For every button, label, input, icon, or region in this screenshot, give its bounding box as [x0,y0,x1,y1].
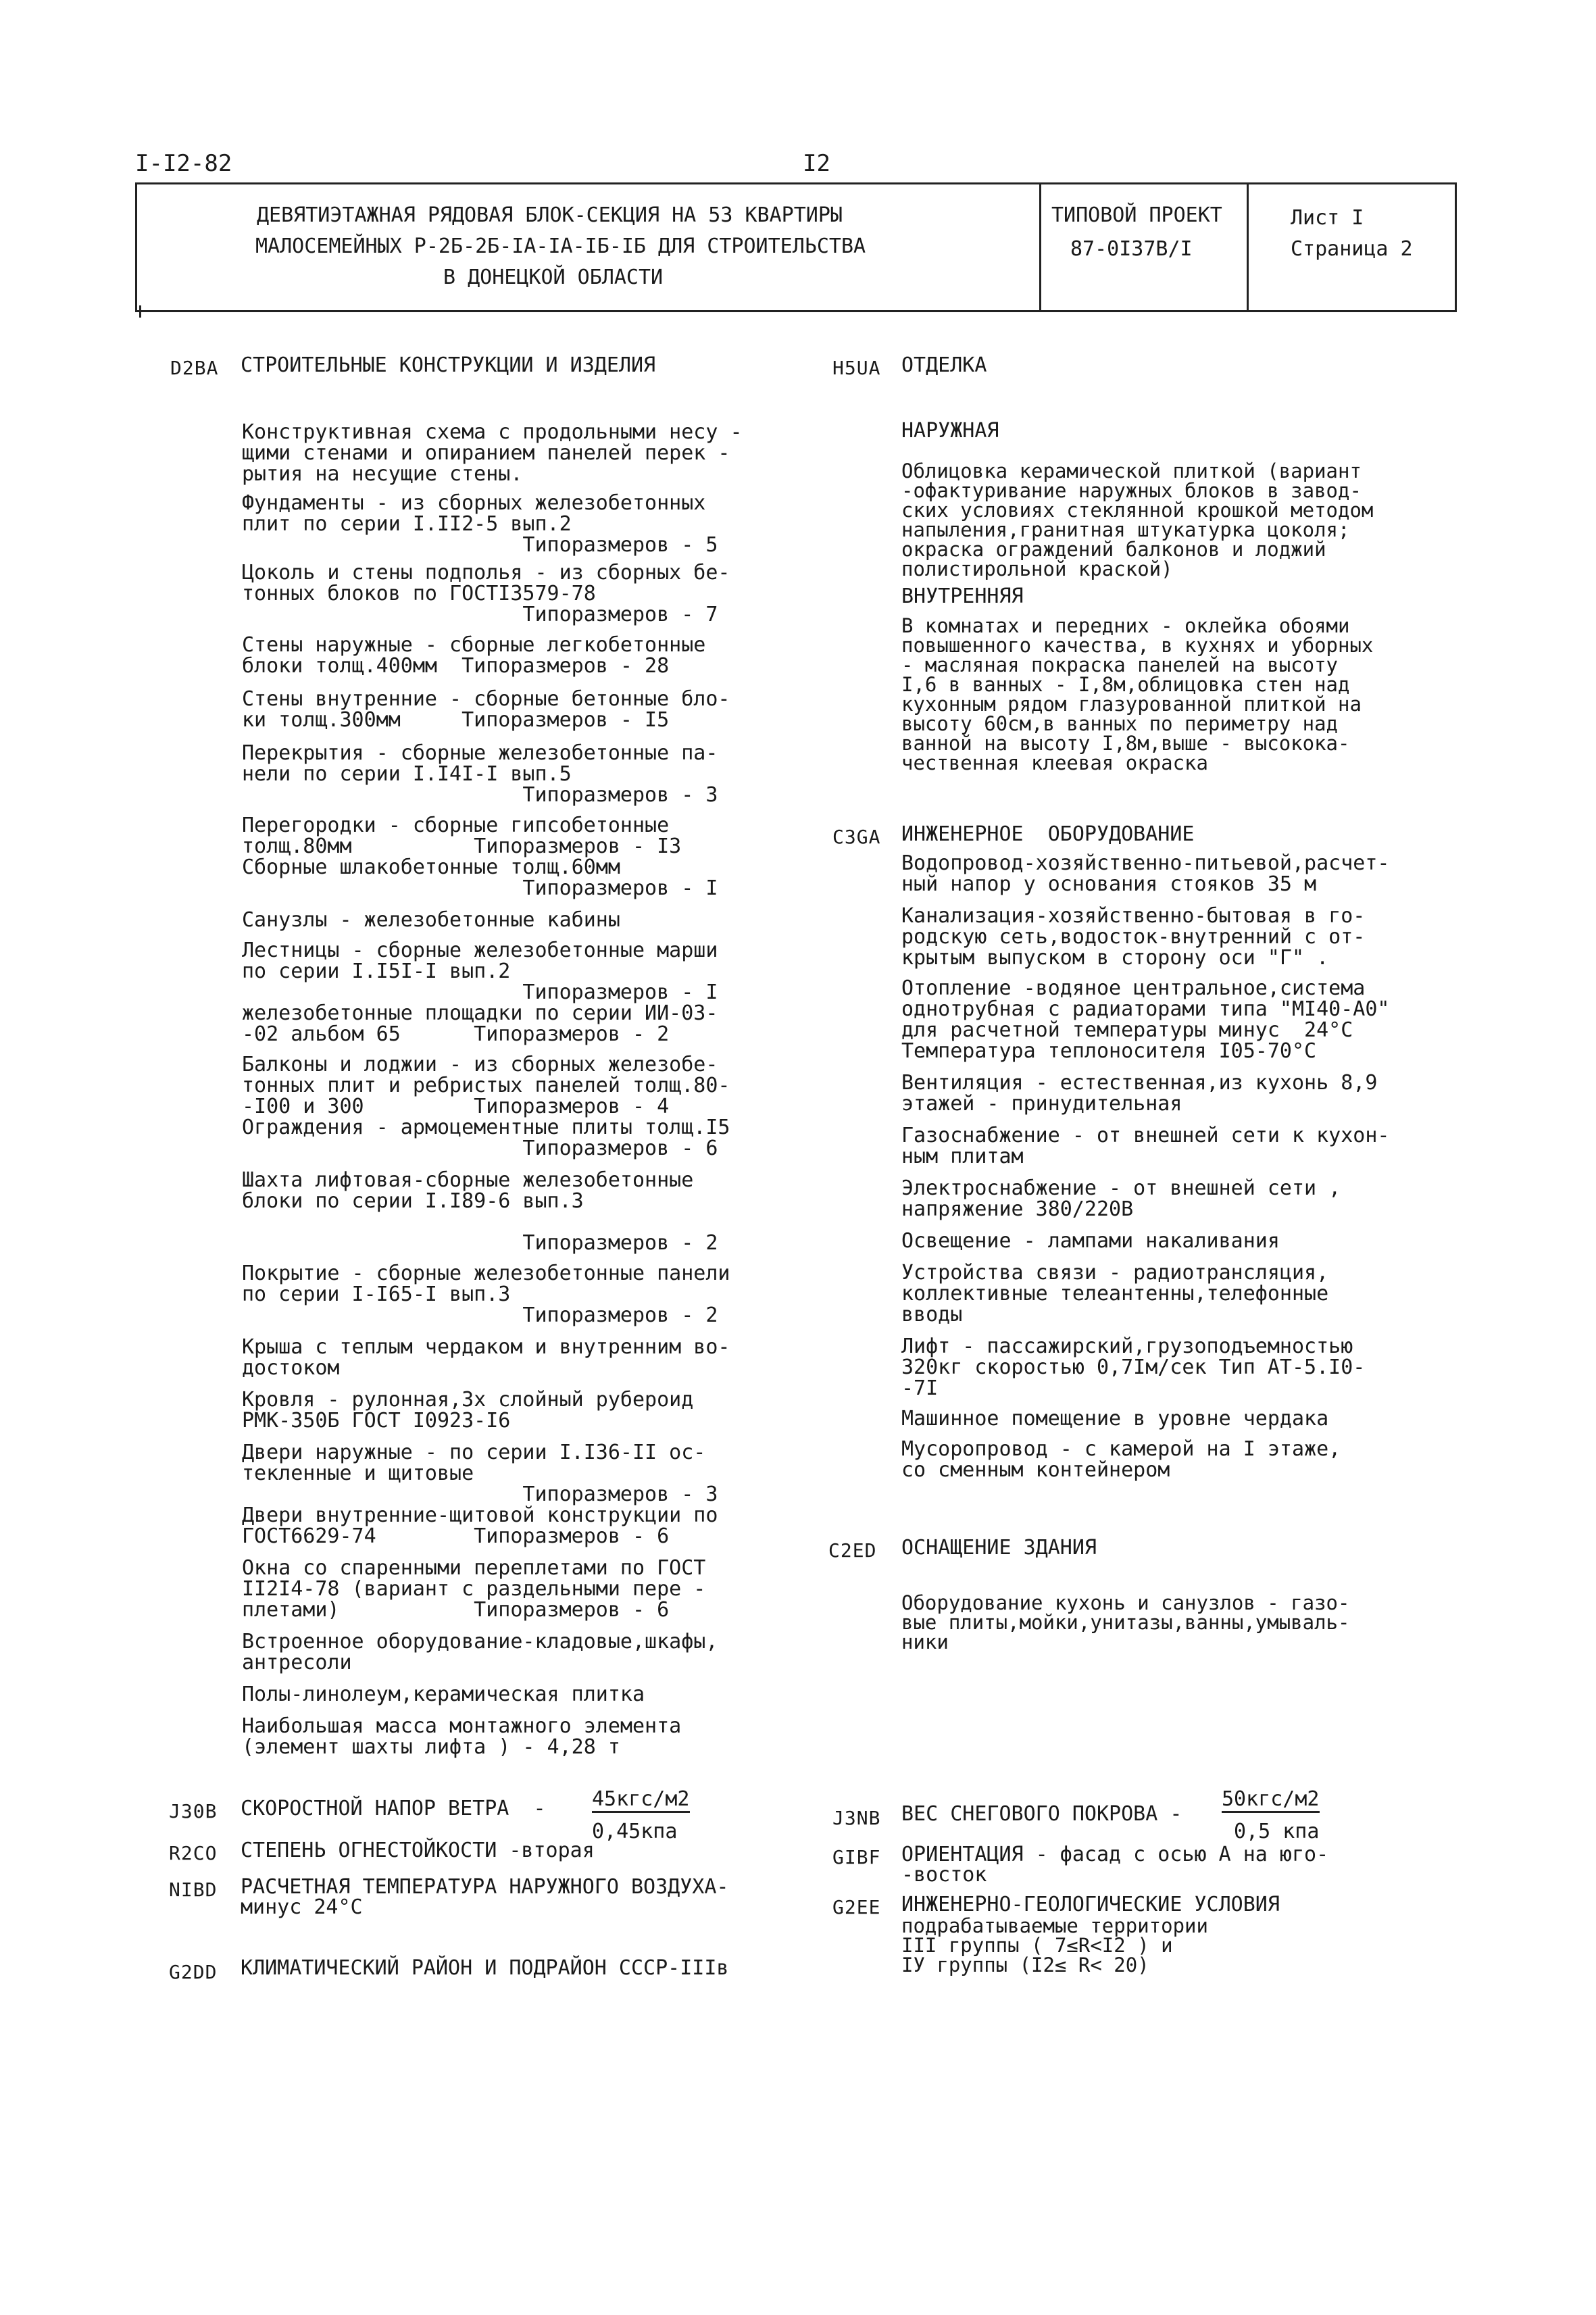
list-item: Машинное помещение в уровне чердака [901,1407,1329,1430]
orientation-cont: -восток [901,1863,987,1887]
list-item: Газоснабжение - от внешней сети к кухон- ным плитам [901,1124,1390,1168]
wind-value: 45кгс/м2 [592,1788,690,1813]
wind-value-kpa: 0,45кпа [592,1820,678,1843]
orientation-code: GIBF [832,1846,881,1868]
snow-value-kpa: 0,5 кпа [1234,1820,1320,1843]
list-item: Покрытие - сборные железобетонные панели по серии I-I65-I вып.3 Типоразмеров - 2 [242,1262,730,1327]
section-title: СТРОИТЕЛЬНЫЕ КОНСТРУКЦИИ И ИЗДЕЛИЯ [241,353,656,377]
list-item: Устройства связи - радиотрансляция, коллективные телеантенны,телефонные вводы [901,1261,1329,1326]
list-item: Отопление -водяное центральное,система однотрубная с радиаторами типа "МI40-А0" для расчетной температуры минус 24°С Температура теплоносителя I05-70°С [901,976,1390,1063]
list-item: Лифт - пассажирский,грузоподъемностью 320кг скоростью 0,7Iм/сек Тип АТ-5.I0- -7I [901,1335,1366,1400]
list-item: Цоколь и стены подполья - из сборных бе- тонных блоков по ГОСТI3579-78 Типоразмеров - 7 [242,561,730,626]
equipment-title: ОСНАЩЕНИЕ ЗДАНИЯ [901,1536,1097,1560]
outer-title: НАРУЖНАЯ [901,419,999,443]
geology-code: G2EE [832,1896,881,1918]
list-item: Стены наружные - сборные легкобетонные блоки толщ.400мм Типоразмеров - 28 [242,633,706,678]
fire-resistance: СТЕПЕНЬ ОГНЕСТОЙКОСТИ -вторая [241,1839,595,1862]
inner-title: ВНУТРЕННЯЯ [901,584,1024,608]
list-item: Крыша с теплым чердаком и внутренним во- достоком [242,1335,730,1380]
engineering-code: C3GA [832,826,881,848]
section-code: D2BA [170,357,219,379]
title-divider-1 [1039,182,1041,310]
finishing-title: ОТДЕЛКА [901,353,987,377]
title-line-3: В ДОНЕЦКОЙ ОБЛАСТИ [443,266,664,289]
list-item: Шахта лифтовая-сборные железобетонные блоки по серии I.I89-6 вып.3 Типоразмеров - 2 [242,1168,718,1255]
list-item: Мусоропровод - с камерой на I этаже, со сменным контейнером [901,1437,1341,1482]
climate-code: G2DD [169,1961,218,1983]
list-item: Конструктивная схема с продольными несу - щими стенами и опиранием панелей перек - рытия на несущие стены. [242,420,743,486]
list-item: Балконы и лоджии - из сборных железобе- тонных плит и ребристых панелей толщ.80- -I00 и 300 Типоразмеров - 4 Ограждения - армоцементные плиты толщ.I5 Типоразмеров - 6 [242,1053,730,1160]
list-item: Лестницы - сборные железобетонные марши по серии I.I5I-I вып.2 Типоразмеров - I железобетонные площадки по серии ИИ-03- -02 альбом 65 Типоразмеров - 2 [242,939,718,1046]
snow-value: 50кгс/м2 [1222,1788,1320,1813]
list-item: Санузлы - железобетонные кабины [242,908,620,932]
list-item: Стены внутренние - сборные бетонные бло- ки толщ.300мм Типоразмеров - I5 [242,687,730,732]
list-item: Полы-линолеум,керамическая плитка [242,1683,645,1706]
list-item: Освещение - лампами накаливания [901,1229,1280,1253]
engineering-title: ИНЖЕНЕРНОЕ ОБОРУДОВАНИЕ [901,822,1195,846]
page-number: I2 [803,150,830,177]
finishing-list [901,420,1482,773]
project-number: 87-0I37В/I [1070,237,1193,261]
outer-text: Облицовка керамической плиткой (вариант -офактуривание наружных блоков в завод- ских условиях стеклянной крошкой методом напыления,гранитная штукатурка цоколя; окраска ограждений балконов и лоджий полистирольной краской) [901,459,1374,580]
sheet-label: Лист I [1291,206,1364,230]
title-tick [139,305,141,318]
project-label: ТИПОВОЙ ПРОЕКТ [1051,203,1222,227]
snow-label: ВЕС СНЕГОВОГО ПОКРОВА - [901,1802,1182,1826]
list-item: Двери наружные - по серии I.I36-II ос- текленные и щитовые Типоразмеров - 3 Двери внутренние-щитовой конструкции по ГОСТ6629-74 Типоразмеров - 6 [242,1441,718,1548]
list-item: Кровля - рулонная,3х слойный рубероид РМК-350Б ГОСТ I0923-I6 [242,1388,694,1433]
list-item: Вентиляция - естественная,из кухонь 8,9 этажей - принудительная [901,1071,1378,1116]
title-line-1: ДЕВЯТИЭТАЖНАЯ РЯДОВАЯ БЛОК-СЕКЦИЯ НА 53 КВАРТИРЫ [257,203,843,227]
list-item: Канализация-хозяйственно-бытовая в го- родскую сеть,водосток-внутренний с от- крытым выпуском в сторону оси "Г" . [901,904,1366,970]
page-label: Страница 2 [1291,237,1413,261]
geology-title: ИНЖЕНЕРНО-ГЕОЛОГИЧЕСКИЕ УСЛОВИЯ [901,1893,1280,1916]
list-item: Водопровод-хозяйственно-питьевой,расчет- ный напор у основания стояков 35 м [901,851,1390,896]
document-code: I-I2-82 [135,150,232,177]
list-item: Встроенное оборудование-кладовые,шкафы, антресоли [242,1630,718,1674]
list-item: Перекрытия - сборные железобетонные па- нели по серии I.I4I-I вып.5 Типоразмеров - 3 [242,741,718,807]
design-temperature-value: минус 24°С [241,1895,363,1919]
title-divider-2 [1247,182,1249,310]
geology-text: подрабатываемые территории III группы ( 7≤R<I2 ) и IУ группы (I2≤ R< 20) [901,1914,1208,1976]
temp-code: NIBD [169,1878,218,1901]
equipment-code: C2ED [828,1539,877,1562]
finishing-code: H5UA [832,357,881,379]
climate-region: КЛИМАТИЧЕСКИЙ РАЙОН И ПОДРАЙОН СССР-IIIв [241,1956,729,1980]
list-item: Перегородки - сборные гипсобетонные толщ.80мм Типоразмеров - I3 Сборные шлакобетонные толщ.60мм Типоразмеров - I [242,814,718,900]
fire-code: R2CO [169,1842,218,1864]
list-item: Электроснабжение - от внешней сети , напряжение 380/220В [901,1176,1341,1221]
list-item: Окна со спаренными переплетами по ГОСТ II2I4-78 (вариант с раздельными пере - плетами) Типоразмеров - 6 [242,1556,706,1622]
snow-code: J3NB [832,1807,881,1829]
constructions-list [242,422,796,1758]
title-line-2: МАЛОСЕМЕЙНЫХ Р-2Б-2Б-IА-IА-IБ-IБ ДЛЯ СТРОИТЕЛЬСТВА [255,234,866,258]
design-temperature: РАСЧЕТНАЯ ТЕМПЕРАТУРА НАРУЖНОГО ВОЗДУХА- [241,1875,729,1899]
inner-text: В комнатах и передних - оклейка обоями повышенного качества, в кухнях и уборных - масляная покраска панелей на высоту I,6 в ванных - I,8м,облицовка стен над кухонным рядом глазурованной плиткой на высоту 60см,в ванных по периметру над ванной на высоту I,8м,выше - высокока- чественная клеевая окраска [901,614,1374,774]
equipment-text: Оборудование кухонь и санузлов - газо- вые плиты,мойки,унитазы,ванны,умываль- ники [901,1591,1350,1653]
orientation: ОРИЕНТАЦИЯ - фасад с осью А на юго- [901,1843,1329,1866]
wind-code: J30B [169,1800,218,1822]
wind-label: СКОРОСТНОЙ НАПОР ВЕТРА - [241,1797,546,1820]
list-item: Наибольшая масса монтажного элемента (элемент шахты лифта ) - 4,28 т [242,1714,682,1759]
engineering-list [901,853,1482,1480]
list-item: Фундаменты - из сборных железобетонных плит по серии I.II2-5 вып.2 Типоразмеров - 5 [242,491,718,557]
